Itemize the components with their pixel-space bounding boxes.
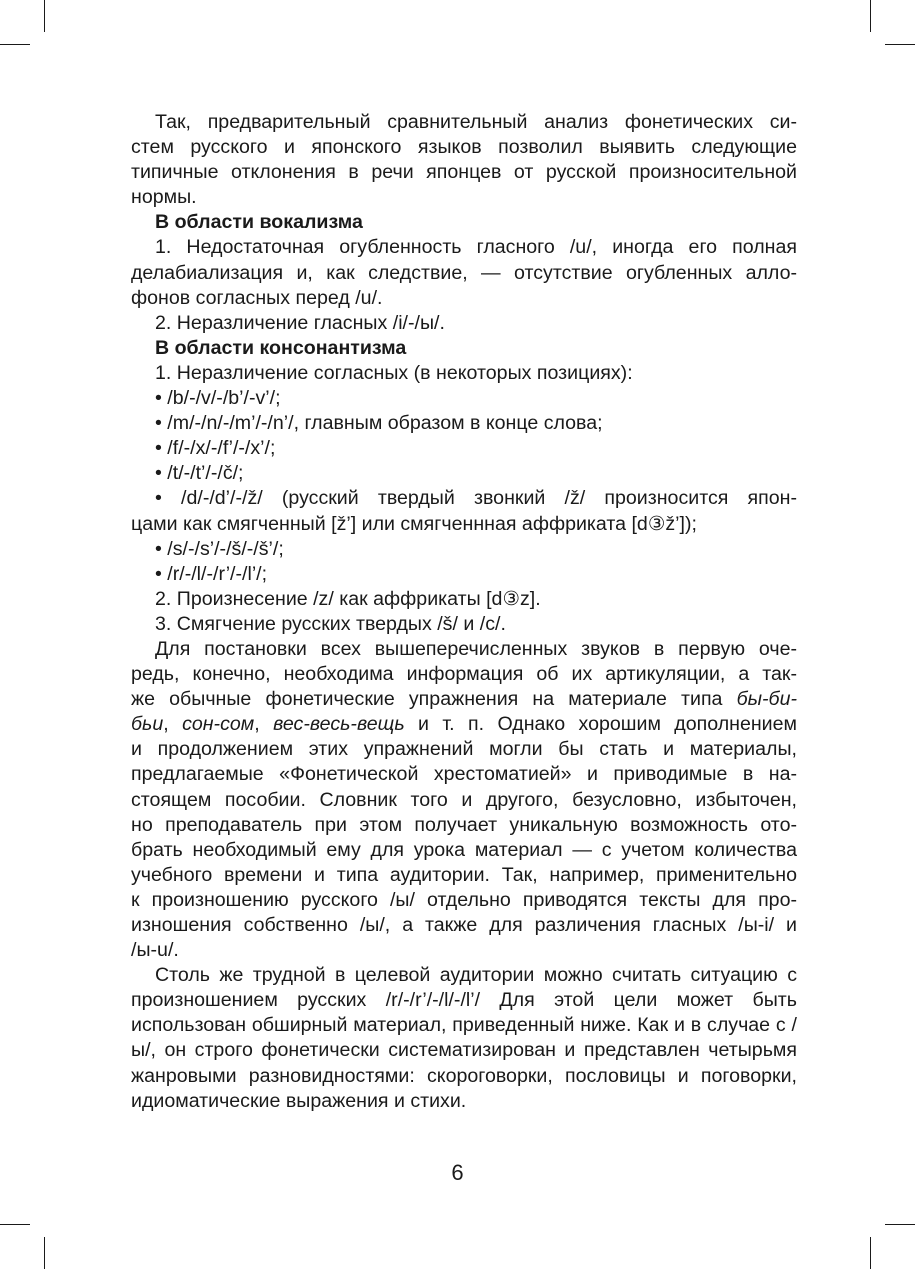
heading-vocalism: В области вокализма (155, 211, 363, 234)
para2-line-4 (131, 712, 797, 737)
example-by-bi: бы-би- (736, 688, 797, 711)
comma-sep-2: , (254, 713, 274, 736)
para2-line-1: Для постановки всех вышеперечисленных звуков в первую оче- (155, 637, 797, 660)
para2-line-6: предлагаемые «Фонетической хрестоматией» и приводимые в на- (131, 763, 797, 786)
consonant-item-3: 3. Смягчение русских твердых /š/ и /c/. (155, 612, 506, 635)
intro-line-1: Так, предварительный сравнительный анализ фонетических си- (155, 111, 797, 133)
para2-line-12: изношения собственно /ы/, а также для различения гласных /ы-i/ и (131, 914, 797, 936)
para2-line-11: к произношению русского /ы/ отдельно приводятся тексты для про- (131, 888, 797, 911)
para2-line-2: редь, конечно, необходима информация об их артикуляции, а так- (131, 663, 797, 686)
example-son-som: сон-сом (182, 713, 255, 736)
vowel-item-1-line-2: делабиализация и, как следствие, — отсутствие огубленных алло- (131, 261, 797, 284)
para2-line-3 (131, 687, 797, 712)
para2-line-10: учебного времени и типа аудитории. Так, например, применительно (131, 863, 797, 886)
para2-line-8: но преподаватель при этом получает уникальную возможность ото- (131, 813, 797, 836)
para2-line-3-text: же обычные фонетические упражнения на материале типа (131, 688, 737, 711)
example-ves-ves-veshch: вес-весь-вещь (273, 713, 405, 736)
consonant-item-2: 2. Произнесение /z/ как аффрикаты [d③z]. (155, 587, 541, 610)
bullet-r-l: • /r/-/l/-/r’/-/l’/; (155, 562, 268, 585)
example-byi: бьи (131, 713, 164, 736)
intro-line-4: нормы. (131, 186, 197, 209)
intro-line-2: стем русского и японского языков позволил выявить следующие (131, 136, 797, 159)
crop-mark-bottom-left-horizontal (0, 1224, 30, 1225)
para2-line-13: /ы-u/. (131, 939, 179, 962)
comma-sep-1: , (163, 713, 183, 736)
page-body (131, 110, 797, 1114)
para2-line-7: стоящем пособии. Словник того и другого, безусловно, избыточен, (131, 788, 797, 811)
crop-mark-top-right-horizontal (885, 44, 915, 45)
crop-mark-top-left-vertical (44, 0, 45, 32)
bullet-m-n: • /m/-/n/-/m’/-/n’/, главным образом в конце слова; (155, 412, 603, 435)
intro-line-3: типичные отклонения в речи японцев от русской произносительной (131, 161, 797, 184)
bullet-s-s: • /s/-/s’/-/š/-/š’/; (155, 537, 284, 560)
heading-consonantism: В области консонантизма (155, 336, 407, 359)
consonant-item-1: 1. Неразличение согласных (в некоторых позициях): (155, 361, 633, 384)
bullet-f-x: • /f/-/x/-/f’/-/x’/; (155, 437, 276, 460)
para2-line-5: и продолжением этих упражнений могли бы стать и материалы, (131, 738, 797, 761)
para2-line-4-rest: и т. п. Однако хорошим дополнением (404, 713, 797, 736)
vowel-item-1-line-3: фонов согласных перед /u/. (131, 286, 383, 309)
crop-mark-bottom-right-vertical (870, 1237, 871, 1269)
vowel-item-1-line-1: 1. Недостаточная огубленность гласного /u/, иногда его полная (155, 236, 797, 259)
bullet-d-z-line-1: • /d/-/d’/-/ž/ (русский твердый звонкий /ž/ произносится япон- (155, 487, 797, 510)
crop-mark-top-left-horizontal (0, 44, 30, 45)
bullet-d-z-line-2: цами как смягченный [ž’] или смягченнная аффриката [d③ž’]); (131, 512, 697, 535)
page-number: 6 (451, 1160, 464, 1185)
crop-mark-bottom-left-vertical (44, 1237, 45, 1269)
bullet-t-c: • /t/-/t’/-/č/; (155, 462, 244, 485)
bullet-b-v: • /b/-/v/-/b’/-v’/; (155, 387, 281, 410)
para2-line-9: брать необходимый ему для урока материал — с учетом количества (131, 838, 797, 861)
crop-mark-bottom-right-horizontal (885, 1224, 915, 1225)
crop-mark-top-right-vertical (870, 0, 871, 32)
vowel-item-2: 2. Неразличение гласных /i/-/ы/. (155, 311, 445, 334)
para3: Столь же трудной в целевой аудитории можно считать ситуацию с произношением русских /r/-/r’/-/l/-/l’/ Для этой цели может быть использован обширный материал, приведенный ниже. Как и в случае с /ы/, он строго фонетически систематизирован и представлен четырьмя жанровыми разновидностями: скороговорки, пословицы и поговорки, идиоматические выражения и стихи. (131, 964, 797, 1112)
